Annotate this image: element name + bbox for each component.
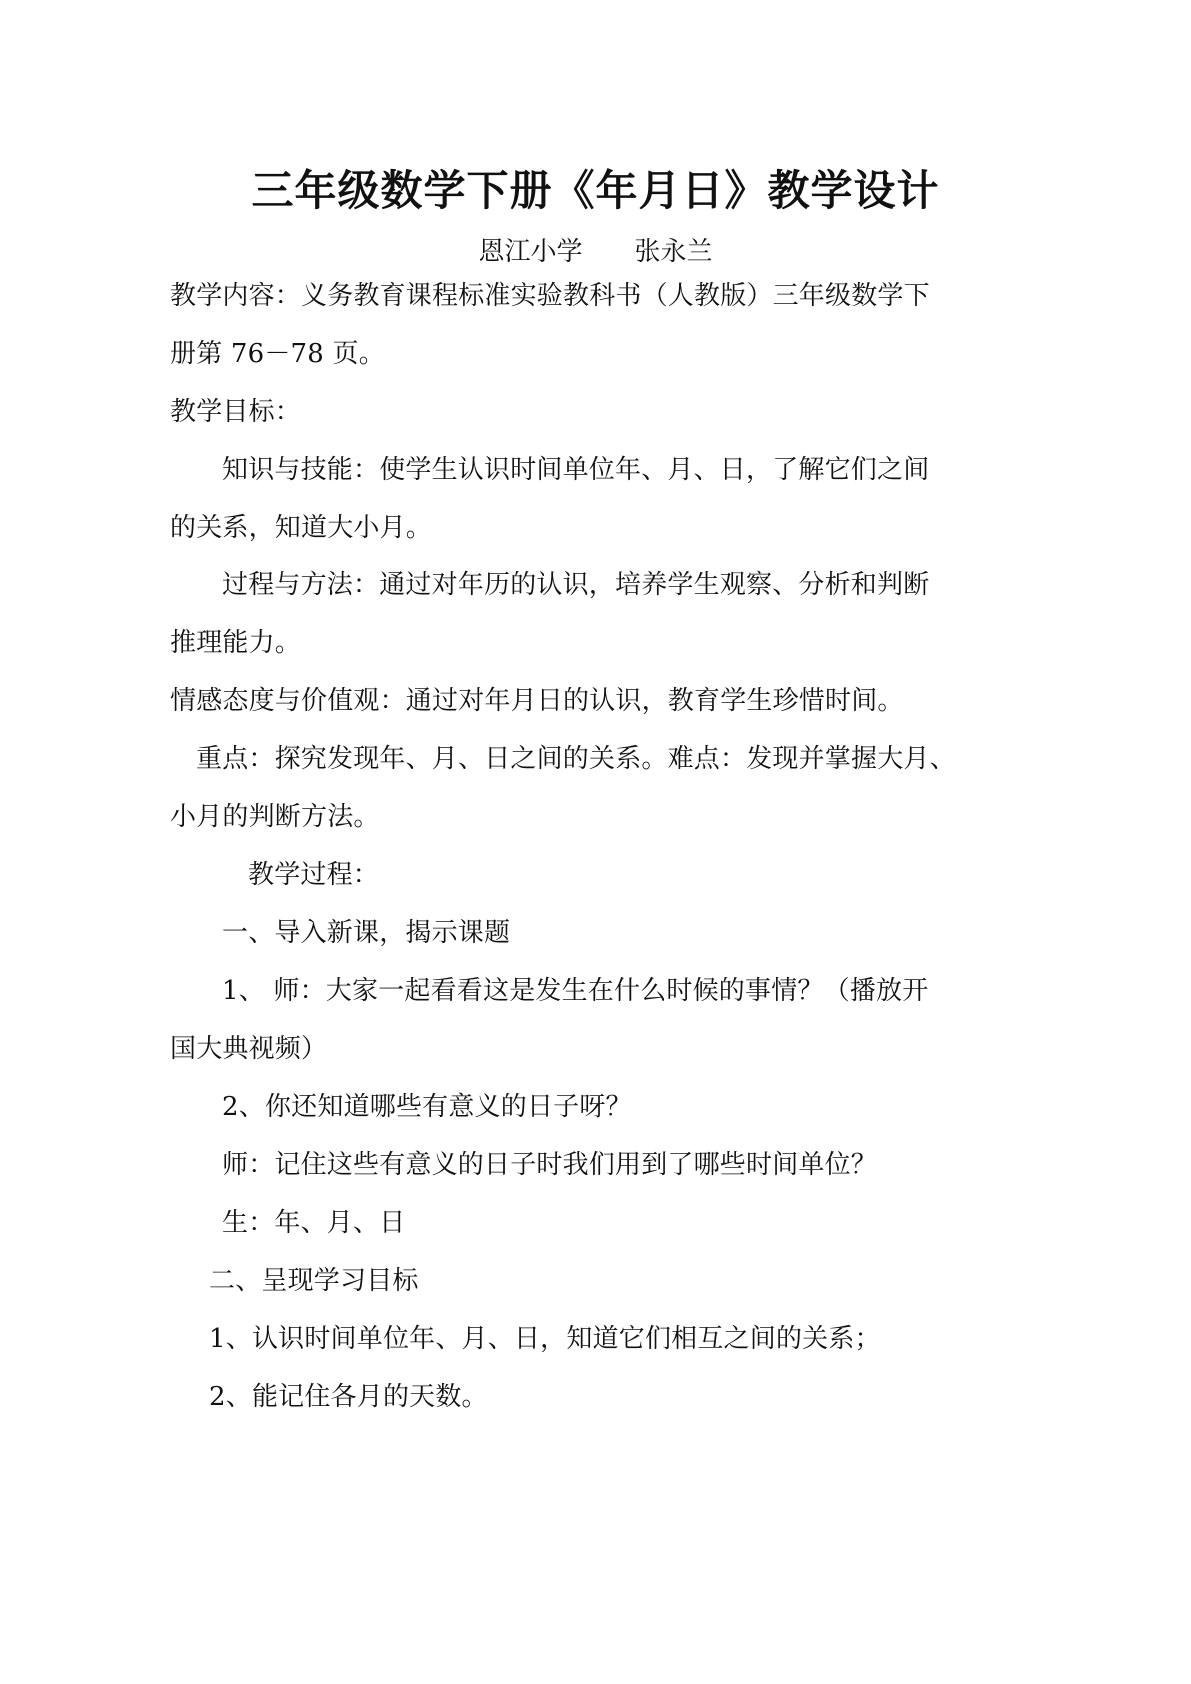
paragraph-line: 国大典视频）: [170, 1034, 328, 1064]
document-author: 恩江小学 张永兰: [478, 237, 713, 267]
paragraph-line: 2、你还知道哪些有意义的日子呀？: [222, 1092, 632, 1122]
paragraph-line: 过程与方法：通过对年历的认识，培养学生观察、分析和判断: [222, 570, 930, 600]
paragraph-line: 重点：探究发现年、月、日之间的关系。难点：发现并掌握大月、: [196, 744, 956, 774]
section-heading: 一、导入新课，揭示课题: [222, 918, 511, 948]
paragraph-line: 教学内容：义务教育课程标准实验教科书（人教版）三年级数学下: [170, 281, 930, 311]
paragraph-line: 情感态度与价值观：通过对年月日的认识，教育学生珍惜时间。: [170, 686, 904, 716]
section-heading: 二、呈现学习目标: [209, 1266, 419, 1296]
paragraph-line: 的关系，知道大小月。: [170, 513, 433, 543]
paragraph-line: 教学目标：: [170, 397, 302, 427]
paragraph-line: 生：年、月、日: [222, 1208, 406, 1238]
section-label: 教学过程：: [248, 860, 380, 890]
paragraph-line: 知识与技能：使学生认识时间单位年、月、日，了解它们之间: [222, 455, 930, 485]
paragraph-line: 小月的判断方法。: [170, 802, 380, 832]
paragraph-line: 2、能记住各月的天数。: [209, 1382, 488, 1412]
document-title: 三年级数学下册《年月日》教学设计: [251, 166, 940, 215]
paragraph-line: 推理能力。: [170, 628, 302, 658]
paragraph-line: 1、 师：大家一起看看这是发生在什么时候的事情？（播放开: [222, 976, 929, 1006]
paragraph-line: 师：记住这些有意义的日子时我们用到了哪些时间单位？: [222, 1150, 878, 1180]
paragraph-line: 册第 76－78 页。: [170, 339, 385, 369]
paragraph-line: 1、认识时间单位年、月、日，知道它们相互之间的关系；: [209, 1324, 881, 1354]
